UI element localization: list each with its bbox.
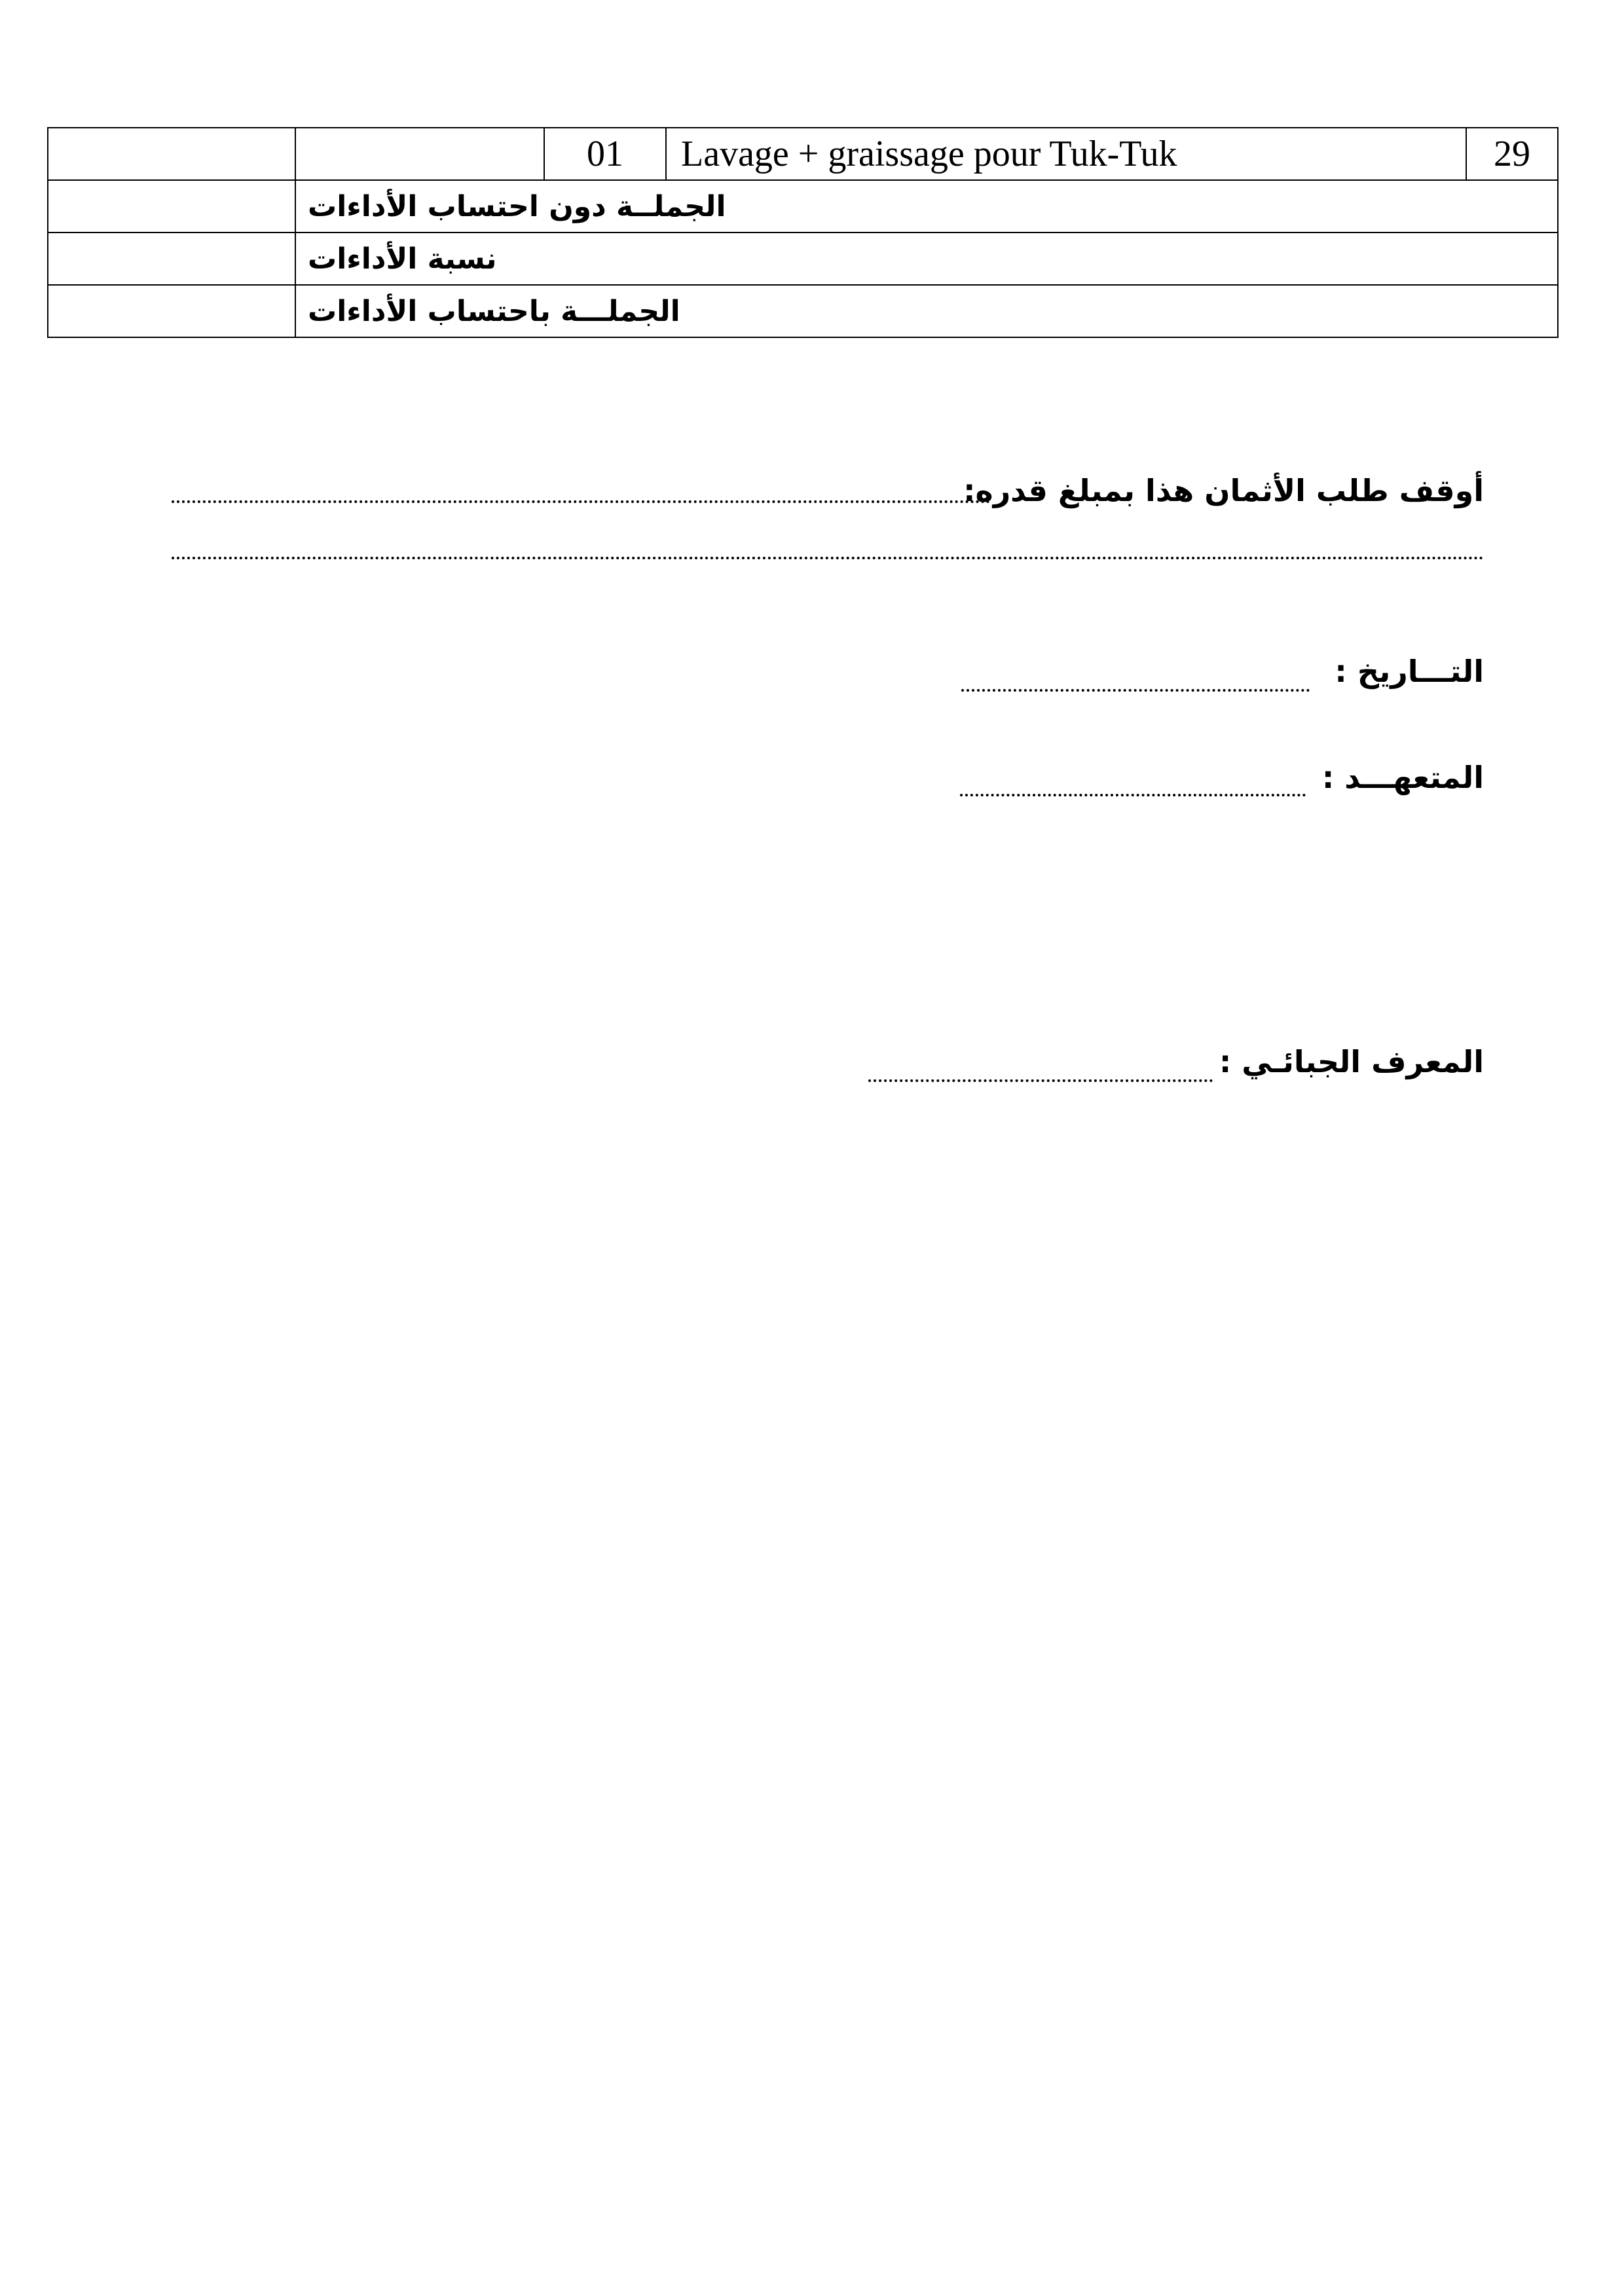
table-row (48, 233, 1558, 285)
unit-price-cell (295, 128, 544, 180)
description-cell: Lavage + graissage pour Tuk-Tuk (666, 128, 1466, 180)
amount-field[interactable] (172, 500, 990, 503)
subtotal-label: الجملــة دون احتساب الأداءات (308, 189, 726, 223)
total-price-cell (48, 128, 295, 180)
subtotal-value-cell (48, 180, 295, 233)
contractor-label: المتعهـــد : (1321, 760, 1484, 795)
item-number-cell: 29 (1466, 128, 1558, 180)
table-row (48, 128, 1558, 180)
subtotal-label-cell (295, 180, 1558, 233)
total-value-cell (48, 285, 295, 337)
tax-id-field[interactable] (868, 1079, 1213, 1082)
total-label-cell (295, 285, 1558, 337)
amount-field-continuation[interactable] (172, 557, 1484, 559)
tax-rate-label: نسبة الأداءات (308, 242, 497, 276)
quantity-cell: 01 (544, 128, 666, 180)
tax-id-label: المعرف الجبائـي : (1219, 1044, 1484, 1079)
contractor-field[interactable] (960, 794, 1306, 796)
date-label: التـــاريخ : (1335, 654, 1484, 689)
amount-label: أوقف طلب الأثمان هذا بمبلغ قدره: (963, 473, 1484, 508)
date-field[interactable] (961, 689, 1310, 692)
items-table (47, 127, 1559, 338)
tax-rate-value-cell (48, 233, 295, 285)
table-row (48, 285, 1558, 337)
total-label: الجملـــة باحتساب الأداءات (308, 294, 680, 328)
table-row (48, 180, 1558, 233)
tax-rate-label-cell (295, 233, 1558, 285)
